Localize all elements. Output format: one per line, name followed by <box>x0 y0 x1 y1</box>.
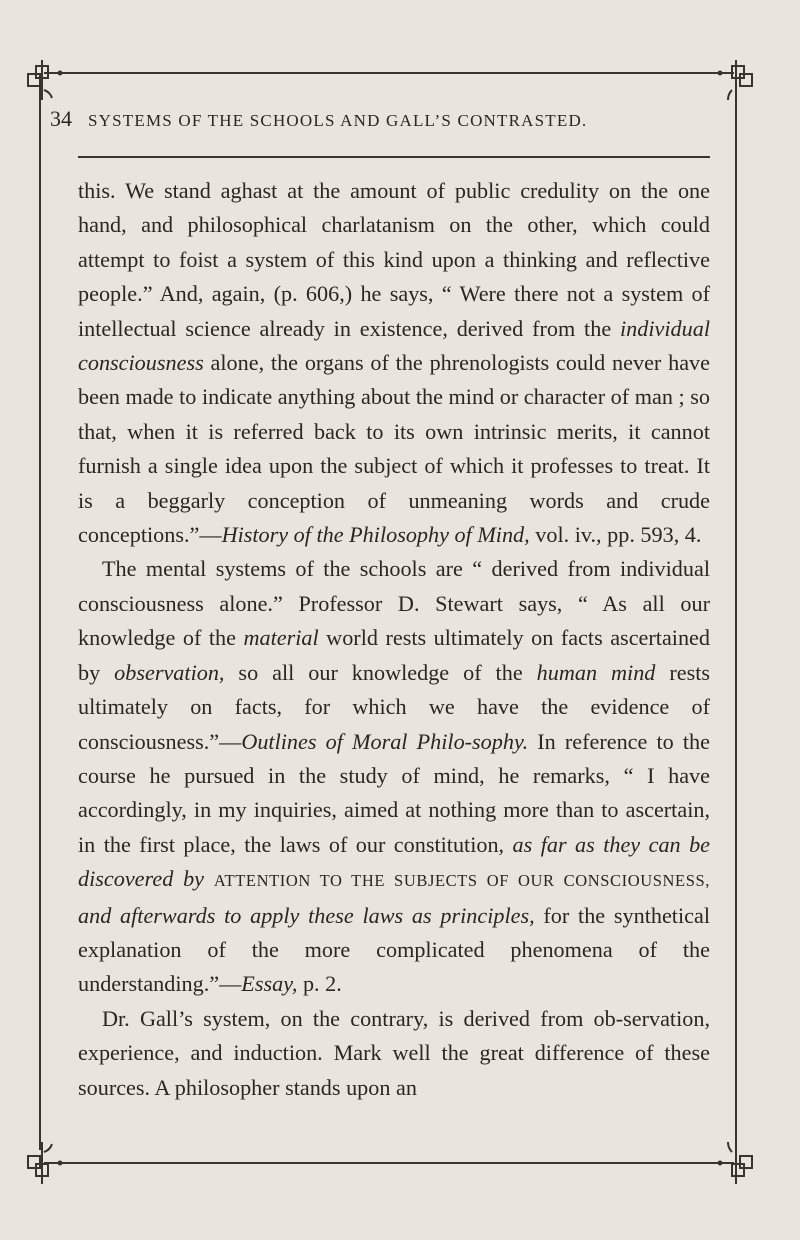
italic-text: Outlines of Moral Philo-sophy. <box>241 728 529 754</box>
corner-ornament-icon <box>712 60 760 108</box>
italic-text: and afterwards to apply these laws as principles, <box>78 902 535 928</box>
text-run: vol. iv., pp. 593, 4. <box>529 522 702 548</box>
paragraph <box>78 174 710 552</box>
text-run: alone, the organs of the phrenologists could never have been made to indicate anything about the mind or character of man ; so that, when it is referred back to its own intrinsic merits, it cannot furnish a single idea upon the subject of which it professes to treat. It is a beggarly conception of unmeaning words and crude conceptions.”— <box>78 350 710 548</box>
border-top <box>44 72 734 74</box>
text-run: The mental systems of the schools are “ derived from individual consciousness alone.” Professor D. Stewart says, “ As all our knowledge of the <box>78 556 710 651</box>
text-run: world rests ultimately on facts ascertained by <box>78 625 710 685</box>
text-run: Dr. Gall’s system, on the contrary, is derived from ob-servation, experience, and induction. Mark well the great difference of these sources. A philosopher stands upon an <box>78 1005 710 1100</box>
body-text <box>78 174 710 1105</box>
corner-ornament-icon <box>20 1136 68 1184</box>
text-run: for the synthetical explanation of the more complicated phenomena of the understanding.”— <box>78 902 710 997</box>
italic-text: as far as they can be discovered by <box>78 831 711 892</box>
border-bottom <box>44 1162 734 1164</box>
border-right <box>735 86 737 1150</box>
italic-text: individual consciousness <box>78 315 710 376</box>
page-number: 34 <box>50 106 72 131</box>
corner-ornament-icon <box>712 1136 760 1184</box>
running-title: SYSTEMS OF THE SCHOOLS AND GALL’S CONTRASTED. <box>88 111 588 130</box>
italic-text: human mind <box>536 659 656 685</box>
text-run: this. We stand aghast at the amount of public credulity on the one hand, and philosophical charlatanism on the other, which could attempt to foist a system of this kind upon a thinking and reflective people.” And, again, (p. 606,) he says, “ Were there not a system of intellectual science already in existence, derived from the <box>78 178 710 341</box>
header-rule <box>78 156 710 158</box>
text-run: In reference to the course he pursued in the study of mind, he remarks, “ I have accordingly, in my inquiries, aimed at nothing more than to ascertain, in the first place, the laws of our constitution, <box>78 728 710 857</box>
border-left <box>39 86 41 1150</box>
small-caps-text: ATTENTION TO THE SUBJECTS OF OUR CONSCIOUSNESS, <box>213 871 710 891</box>
paragraph <box>78 552 710 1001</box>
italic-text: material <box>243 625 319 651</box>
italic-text: History of the Philosophy of Mind, <box>221 522 530 548</box>
text-run <box>204 866 214 891</box>
paragraph <box>78 1002 710 1105</box>
text-run: p. 2. <box>297 971 342 997</box>
italic-text: Essay, <box>241 971 298 997</box>
running-header <box>50 106 690 142</box>
text-run: rests ultimately on facts, for which we have the evidence of consciousness.”— <box>78 659 711 754</box>
italic-text: observation, <box>114 659 225 685</box>
text-run: so all our knowledge of the <box>224 659 537 685</box>
corner-ornament-icon <box>20 60 68 108</box>
